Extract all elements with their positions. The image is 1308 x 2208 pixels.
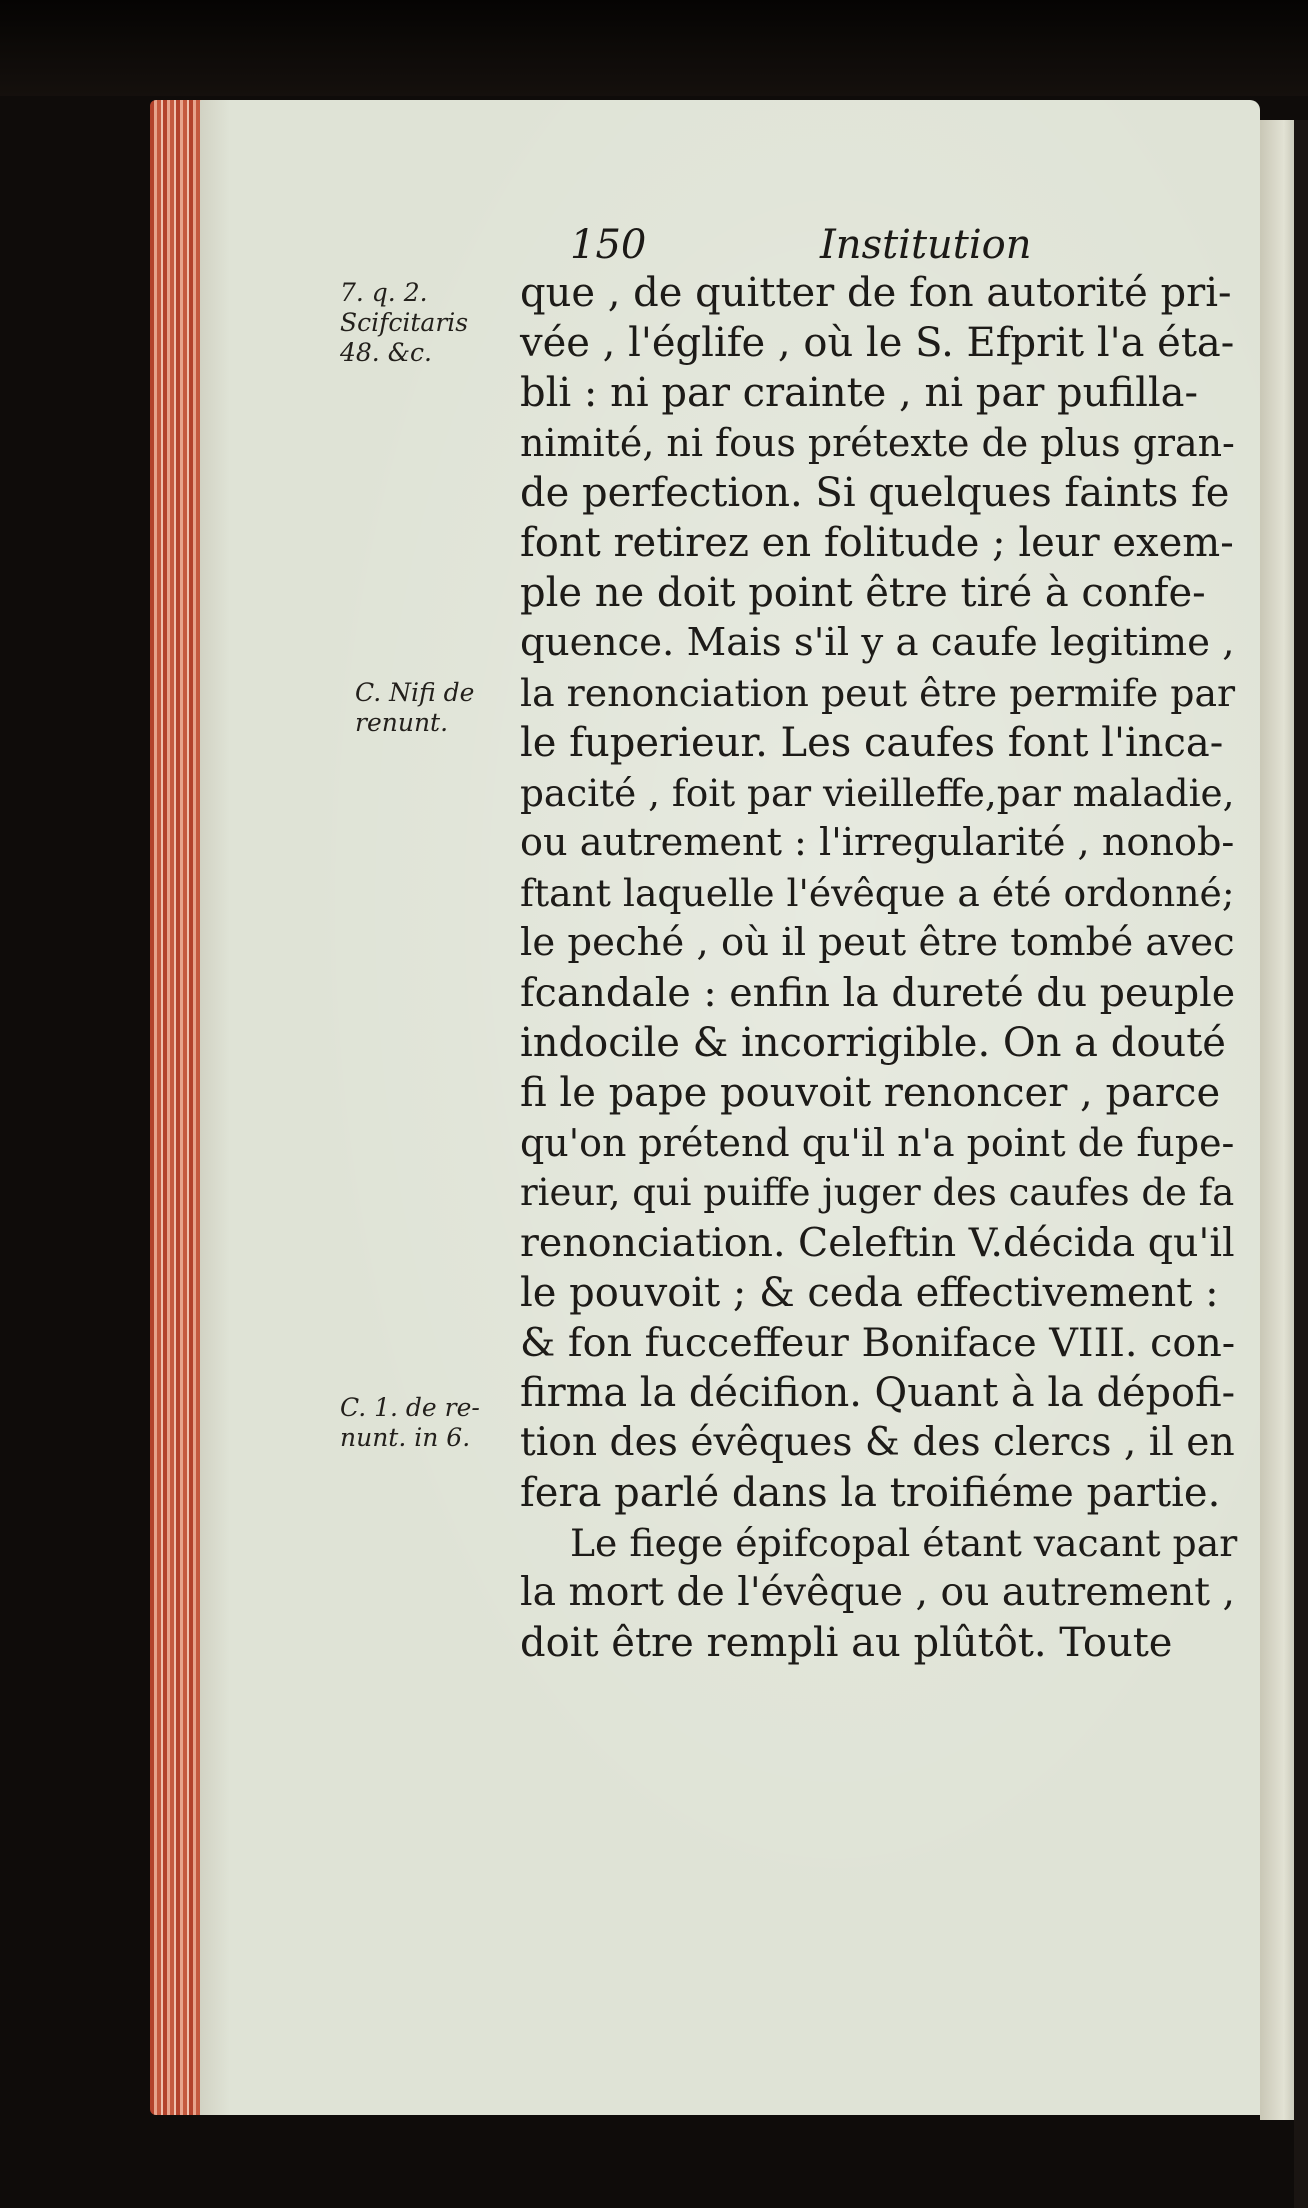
margin-note-line: Scifcitaris xyxy=(340,308,469,337)
text-line: tion des évêques & des clercs , il en xyxy=(520,1420,1235,1465)
running-title: Institution xyxy=(820,222,1032,268)
book-spine-shadow xyxy=(1294,120,1308,2208)
margin-note xyxy=(355,678,474,738)
text-line: firma la décifion. Quant à la dépofi- xyxy=(520,1370,1236,1416)
margin-note-line: renunt. xyxy=(355,708,449,737)
margin-note-line: nunt. in 6. xyxy=(340,1423,471,1452)
text-line: rieur, qui puiffe juger des caufes de fa xyxy=(520,1171,1235,1214)
margin-note-line: 7. q. 2. xyxy=(340,278,428,307)
text-line: renonciation. Celeftin V.décida qu'il xyxy=(520,1220,1235,1266)
text-line: le fuperieur. Les caufes font l'inca- xyxy=(520,720,1224,766)
text-line: le peché , où il peut être tombé avec xyxy=(520,920,1235,965)
margin-note-line: 48. &c. xyxy=(340,338,432,367)
text-line: fera parlé dans la troifiéme partie. xyxy=(520,1470,1221,1516)
text-line: ftant laquelle l'évêque a été ordonné; xyxy=(520,871,1235,915)
text-line: de perfection. Si quelques faints fe xyxy=(520,470,1230,516)
text-line: qu'on prétend qu'il n'a point de fupe- xyxy=(520,1121,1235,1165)
text-line: ou autrement : l'irregularité , nonob- xyxy=(520,821,1235,865)
photo-background xyxy=(0,0,1308,96)
text-line: que , de quitter de fon autorité pri- xyxy=(520,270,1232,316)
text-line: le pouvoit ; & ceda effectivement : xyxy=(520,1270,1219,1316)
text-line: Le fiege épifcopal étant vacant par xyxy=(570,1521,1238,1565)
book-page-edges xyxy=(150,100,206,2115)
text-line: fi le pape pouvoit renoncer , parce xyxy=(520,1070,1221,1116)
text-line: & fon fucceffeur Boniface VIII. con- xyxy=(520,1320,1236,1366)
text-line: vée , l'églife , où le S. Efprit l'a éta- xyxy=(520,320,1235,366)
text-line: bli : ni par crainte , ni par pufilla- xyxy=(520,370,1199,416)
body-text xyxy=(520,268,1238,1668)
text-line: la renonciation peut être permife par xyxy=(520,671,1236,715)
text-line: indocile & incorrigible. On a douté xyxy=(520,1020,1226,1066)
page-number: 150 xyxy=(570,222,647,268)
text-line: doit être rempli au plûtôt. Toute xyxy=(520,1620,1173,1666)
text-line: ple ne doit point être tiré à confe- xyxy=(520,570,1206,616)
text-line: la mort de l'évêque , ou autrement , xyxy=(520,1570,1236,1615)
margin-note-line: C. Nifi de xyxy=(355,678,475,707)
margin-note-line: C. 1. de re- xyxy=(340,1393,480,1422)
text-line: fcandale : enfin la dureté du peuple xyxy=(520,970,1236,1016)
margin-note xyxy=(340,278,468,368)
text-line: nimité, ni fous prétexte de plus gran- xyxy=(520,421,1235,465)
text-line: pacité , foit par vieilleffe,par maladie, xyxy=(520,771,1235,815)
text-line: font retirez en folitude ; leur exem- xyxy=(520,520,1234,566)
text-line: quence. Mais s'il y a caufe legitime , xyxy=(520,620,1235,665)
margin-note xyxy=(340,1393,480,1453)
